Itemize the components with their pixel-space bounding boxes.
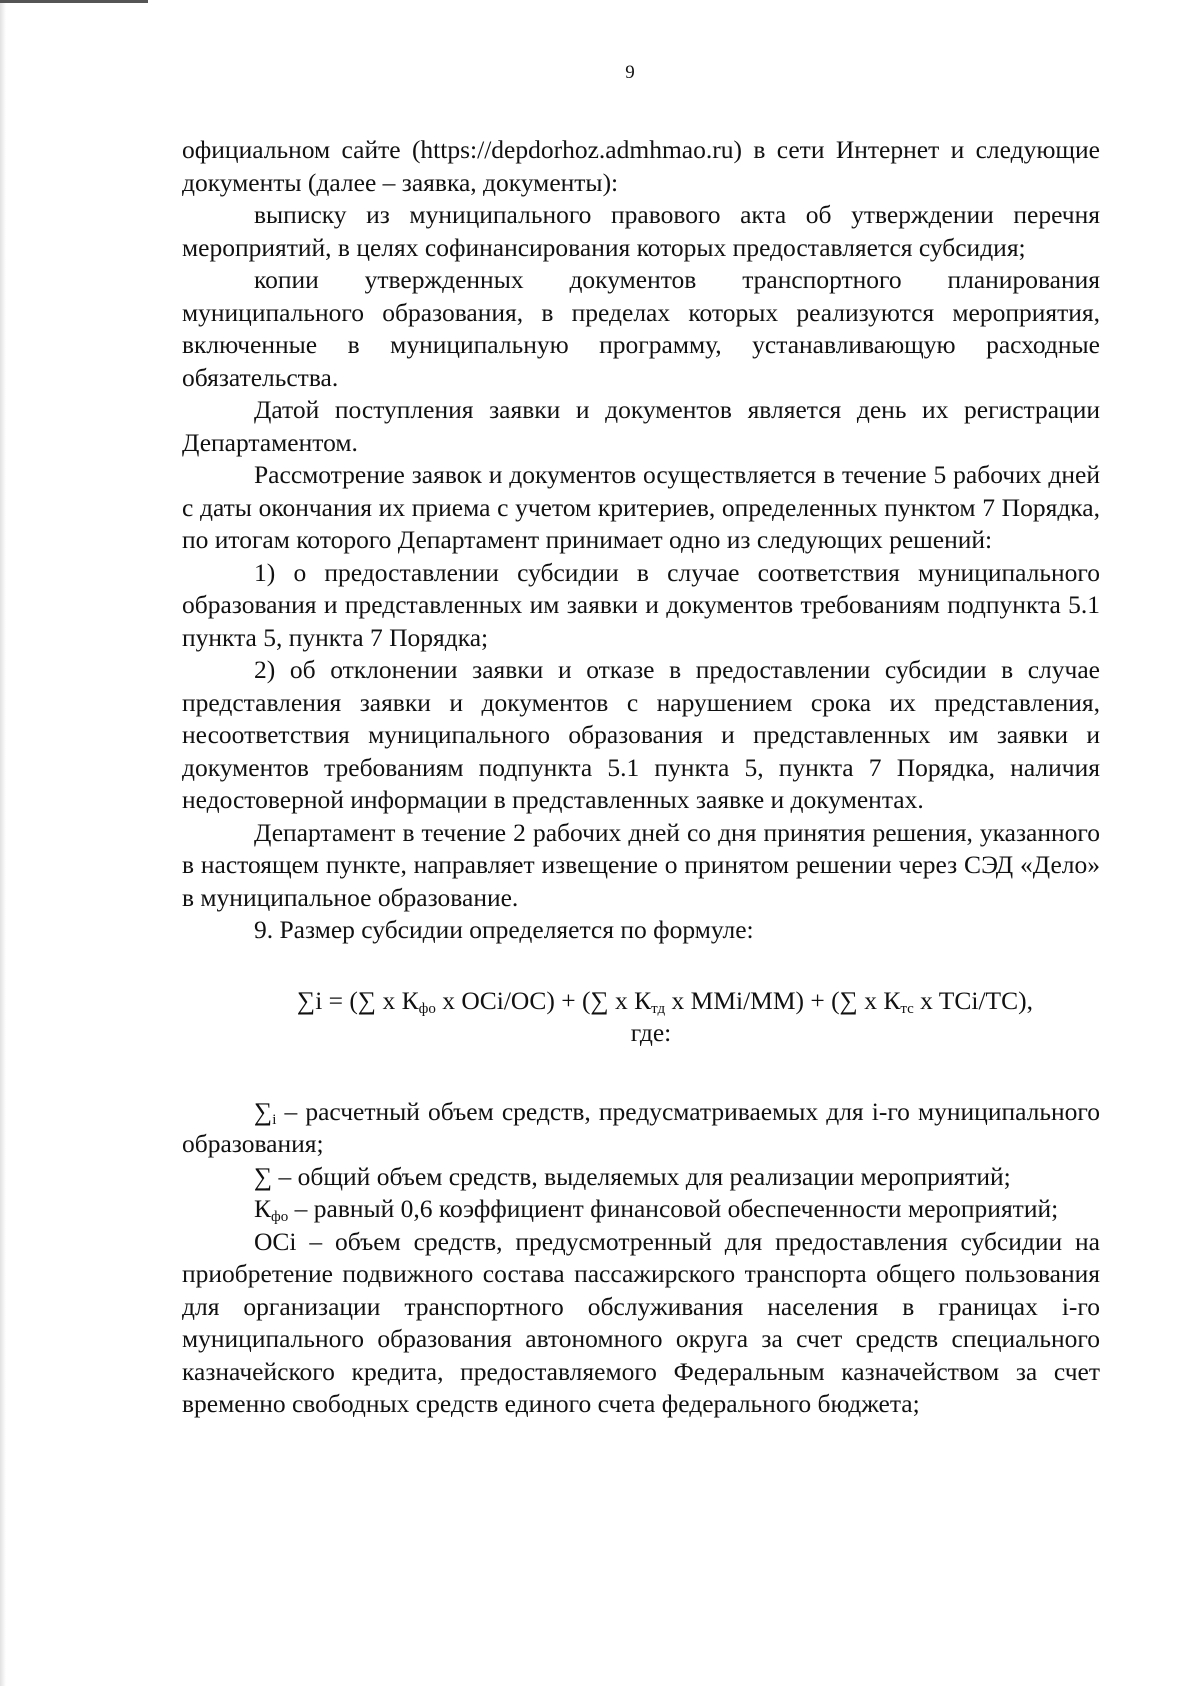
subsidy-formula [182,985,1100,1050]
definition-kfo-text: – равный 0,6 коэффициент финансовой обеспеченности мероприятий; [288,1194,1059,1223]
formula-expression [182,985,1100,1018]
document-body [182,134,1100,1421]
definition-sum: ∑ – общий объем средств, выделяемых для реализации мероприятий; [254,1161,1011,1191]
formula-part-4: x TCi/TC), [913,985,1033,1015]
formula-part-1: ∑i = (∑ x К [297,985,419,1015]
paragraph-decision-2: 2) об отклонении заявки и отказе в предоставлении субсидии в случае представления заявки и документов с нарушением срока их представления, несоответствия муниципального образования и представленных им заявки и документов требованиям подпункта 5.1 пункта 5, пункта 7 Порядка, наличия недостоверной информации в представленных заявке и документах. [182,655,1100,814]
sum-i-subscript: i [272,1111,277,1128]
formula-part-3: x MMi/MM) + (∑ x К [665,985,901,1015]
formula-part-2: x OCi/OC) + (∑ x К [435,985,652,1015]
formula-subscript-fo: фо [418,1000,436,1017]
formula-subscript-ts: тс [900,1000,914,1017]
scan-edge-shadow [0,0,6,1686]
paragraph-notification: Департамент в течение 2 рабочих дней со дня принятия решения, указанного в настоящем пункте, направляет извещение о принятом решении через СЭД «Дело» в муниципальное образование. [182,817,1100,912]
page-number: 9 [625,62,635,83]
paragraph-website: официальном сайте (https://depdorhoz.admhmao.ru) в сети Интернет и следующие документы (далее – заявка, документы): [182,135,1100,197]
paragraph-receipt-date: Датой поступления заявки и документов является день их регистрации Департаментом. [182,395,1100,457]
paragraph-subsidy-size: 9. Размер субсидии определяется по формуле: [254,915,754,944]
definition-sum-i [182,1096,1100,1161]
definition-sum-i-text: – расчетный объем средств, предусматриваемых для i-го муниципального образования; [182,1096,1100,1158]
formula-where: где: [630,1018,672,1047]
sum-symbol: ∑ [254,1096,273,1126]
paragraph-copies: копии утвержденных документов транспортного планирования муниципального образования, в пределах которых реализуются мероприятия, включенные в муниципальную программу, устанавливающую расходные обязательства. [182,265,1100,392]
formula-subscript-td: тд [651,1000,666,1017]
top-rule-line [0,0,148,3]
paragraph-decision-1: 1) о предоставлении субсидии в случае соответствия муниципального образования и представленных им заявки и документов требованиям подпункта 5.1 пункта 5, пункта 7 Порядка; [182,557,1100,652]
paragraph-review: Рассмотрение заявок и документов осуществляется в течение 5 рабочих дней с даты окончания их приема с учетом критериев, определенных пунктом 7 Порядка, по итогам которого Департамент принимает одно из следующих решений: [182,460,1100,554]
kfo-subscript: фо [271,1209,289,1225]
definition-kfo [182,1193,1100,1226]
kfo-symbol: К [254,1194,272,1223]
paragraph-extract: выписку из муниципального правового акта об утверждении перечня мероприятий, в целях софинансирования которых предоставляется субсидия; [182,200,1100,262]
definition-oci: OCi – объем средств, предусмотренный для предоставления субсидии на приобретение подвижного состава пассажирского транспорта общего пользования для организации транспортного обслуживания населения в границах i-го муниципального образования автономного округа за счет средств специального казначейского кредита, предоставляемого Федеральным казначейством за счет временно свободных средств единого счета федерального бюджета; [182,1226,1100,1418]
